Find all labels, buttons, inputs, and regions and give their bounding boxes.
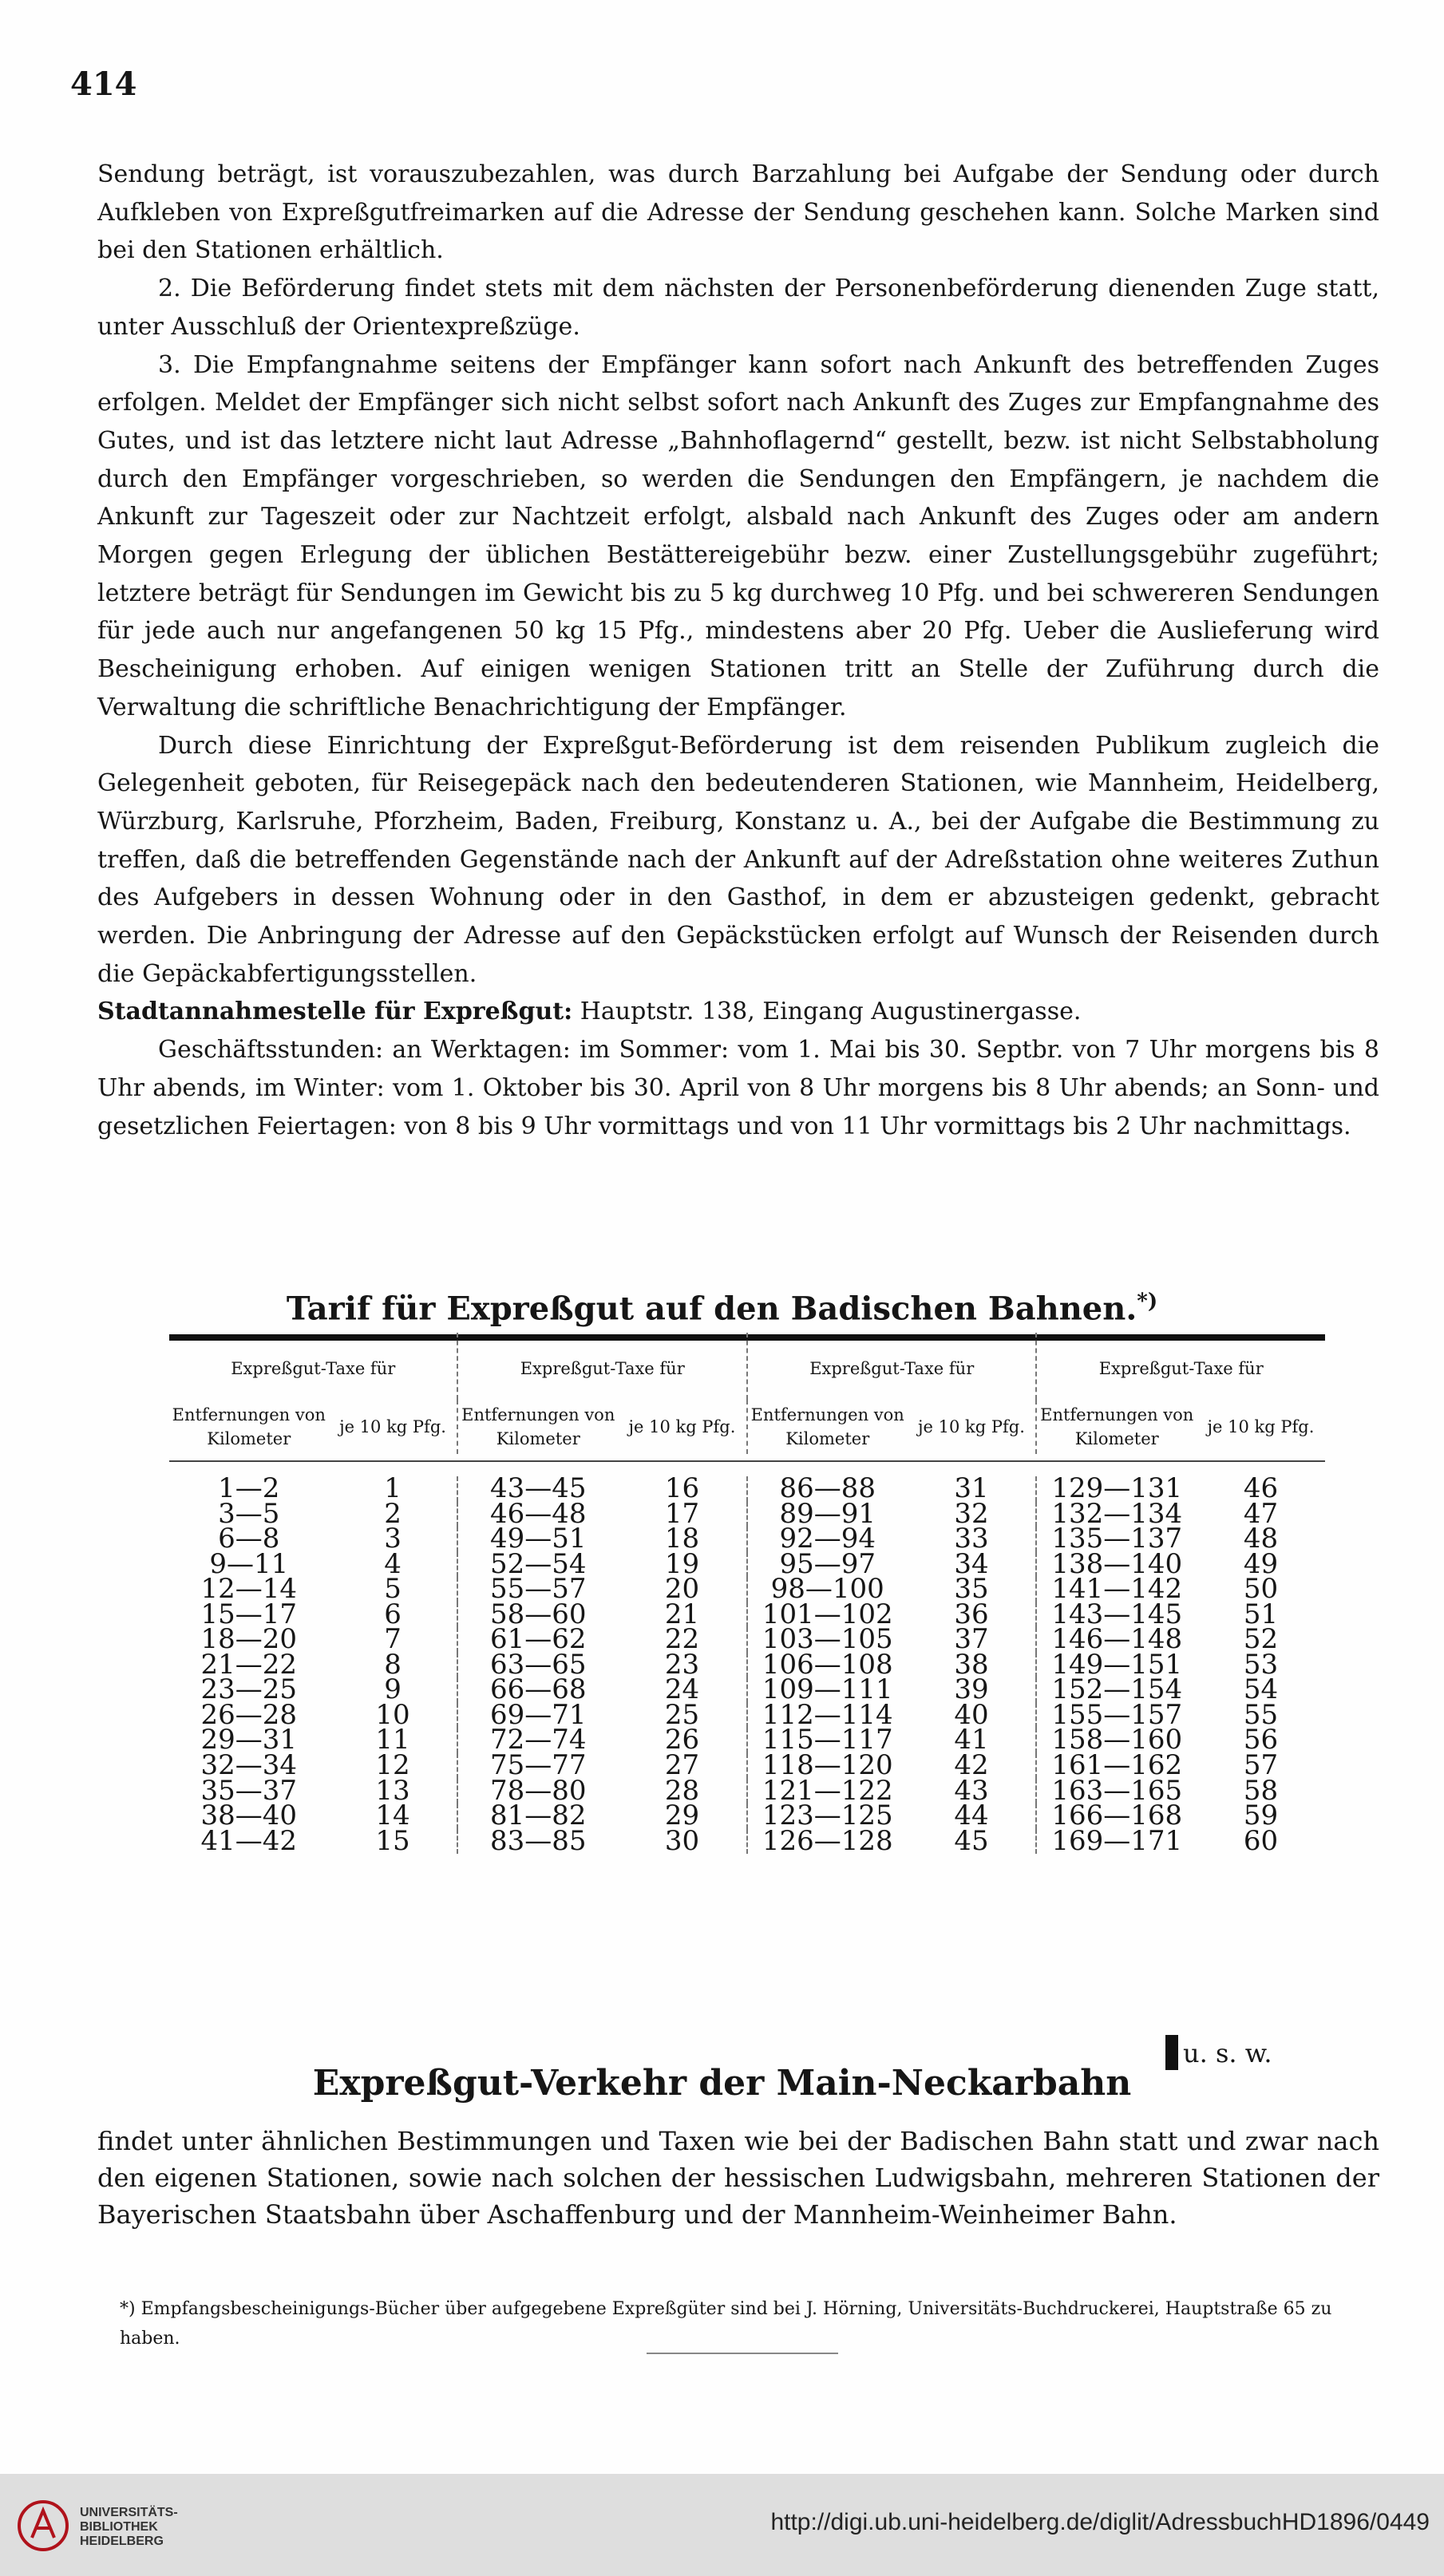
distance-cell: 143—145 — [1036, 1602, 1197, 1628]
distance-cell: 63—65 — [457, 1653, 618, 1678]
price-cell: 31 — [954, 1472, 989, 1504]
distance-cell: 166—168 — [1036, 1804, 1197, 1829]
price-cell: 58 — [1243, 1774, 1279, 1807]
distance-cell: 86—88 — [747, 1476, 908, 1502]
price-cell: 26 — [664, 1724, 700, 1756]
paragraph-einrichtung: Durch diese Einrichtung der Expreßgut-Beförderung ist dem reisenden Publikum zugleich die Gelegenheit geboten, für Reisegepäck nach den bedeutenderen Stationen, wie Mannheim, Heidelberg, Würzburg, Karlsruhe, Pforzheim, Baden, Freiburg, Konstanz u. A., bei der Aufgabe die Bestimmung zu treffen, daß die betreffenden Gegenstände nach der Ankunft auf der Adreßstation ohne weiteres Zuthun des Aufgebers in dessen Wohnung oder in den Gasthof, in dem er abzusteigen gedenkt, gebracht werden. Die Anbringung der Adresse auf den Gepäckstücken erfolgt auf Wunsch der Reisenden durch die Gepäckabfertigungsstellen. — [97, 731, 1379, 988]
price-cell: 16 — [664, 1472, 700, 1504]
price-cell: 19 — [664, 1547, 700, 1580]
distance-cell: 118—120 — [747, 1753, 908, 1779]
main-neckar-text: findet unter ähnlichen Bestimmungen und Taxen wie bei der Badischen Bahn statt und zwar nach den eigenen Stationen, sowie nach solchen der hessischen Ludwigsbahn, mehreren Stationen der Bayerischen Staatsbahn über Aschaffenburg und der Mannheim-Weinheimer Bahn. — [97, 2126, 1379, 2230]
paragraph-empfangnahme: 3. Die Empfangnahme seitens der Empfänger kann sofort nach Ankunft des betreffenden Zuges erfolgen. Meldet der Empfänger sich nicht selbst sofort nach Ankunft des Zuges zur Empfangnahme des Gutes, und ist das letztere nicht laut Adresse „Bahnhoflagernd“ gestellt, bezw. ist nicht Selbstabholung durch den Empfänger vorgeschrieben, so werden die Sendungen den Empfängern, je nachdem die Ankunft zur Tageszeit oder zur Nachtzeit erfolgt, alsbald nach Ankunft des Zuges oder am andern Morgen gegen Erlegung der üblichen Bestättereigebühr bezw. einer Zustellungsgebühr zugeführt; letztere beträgt für Sendungen im Gewicht bis zu 5 kg durchweg 10 Pfg. und bei schwereren Sendungen für jede auch nur angefangenen 50 kg 15 Pfg., mindestens aber 20 Pfg. Ueber die Auslieferung wird Bescheinigung erhoben. Auf einigen wenigen Stationen tritt an Stelle der Zuführung durch die Verwaltung die schriftliche Benachrichtigung der Empfänger. — [97, 350, 1379, 721]
tarif-title-footnote-mark: *) — [1137, 1290, 1158, 1314]
distance-cell: 43—45 — [457, 1476, 618, 1502]
paragraph-befoerderung: 2. Die Beförderung findet stets mit dem nächsten der Personenbeförderung dienenden Zuge statt, unter Ausschluß der Orientexpreßzüge. — [97, 275, 1379, 341]
distance-cell: 109—111 — [747, 1677, 908, 1703]
distance-cell: 35—37 — [200, 1774, 298, 1807]
library-name: UNIVERSITÄTS- BIBLIOTHEK HEIDELBERG — [80, 2506, 178, 2548]
price-cell: 15 — [375, 1824, 410, 1857]
col-header-price: je 10 kg Pfg. — [339, 1417, 446, 1436]
price-cell: 24 — [664, 1673, 700, 1706]
price-cell: 34 — [954, 1547, 989, 1580]
price-cell: 40 — [954, 1698, 989, 1731]
main-neckar-title: Expreßgut-Verkehr der Main-Neckarbahn — [312, 2063, 1132, 2104]
price-cell: 52 — [1243, 1623, 1279, 1656]
distance-cell: 158—160 — [1036, 1728, 1197, 1753]
distance-cell: 126—128 — [747, 1829, 908, 1855]
library-footer-bar — [0, 2474, 1444, 2576]
distance-cell: 146—148 — [1036, 1627, 1197, 1653]
distance-cell: 129—131 — [1036, 1476, 1197, 1502]
price-cell: 12 — [375, 1749, 410, 1782]
table-group-header-row — [169, 1333, 1325, 1400]
price-cell: 43 — [954, 1774, 989, 1807]
price-cell: 49 — [1243, 1547, 1279, 1580]
price-cell: 14 — [375, 1800, 410, 1832]
col-header-km: Entfernungen von Kilometer — [747, 1400, 908, 1454]
distance-cell: 152—154 — [1036, 1677, 1197, 1703]
footnote: *) Empfangsbescheinigungs-Bücher über aufgegebene Expreßgüter sind bei J. Hörning, Universitäts-Buchdruckerei, Hauptstraße 65 zu haben. — [120, 2299, 1332, 2349]
price-cell: 47 — [1243, 1497, 1279, 1530]
col-header-km: Entfernungen von Kilometer — [1036, 1400, 1197, 1454]
distance-cell: 161—162 — [1036, 1753, 1197, 1779]
price-cell: 57 — [1243, 1749, 1279, 1782]
distance-cell: 1—2 — [218, 1472, 280, 1504]
distance-cell: 135—137 — [1036, 1527, 1197, 1552]
price-cell: 33 — [954, 1523, 989, 1555]
distance-cell: 49—51 — [457, 1527, 618, 1552]
price-cell: 30 — [664, 1824, 700, 1857]
table-row — [169, 1829, 1325, 1855]
price-cell: 60 — [1243, 1824, 1279, 1857]
price-cell: 29 — [664, 1800, 700, 1832]
distance-cell: 121—122 — [747, 1779, 908, 1804]
distance-cell: 112—114 — [747, 1703, 908, 1729]
distance-cell: 78—80 — [457, 1779, 618, 1804]
price-cell: 10 — [375, 1698, 410, 1731]
distance-cell: 58—60 — [457, 1602, 618, 1628]
price-cell: 4 — [384, 1547, 402, 1580]
footnote-rule — [647, 2353, 838, 2354]
price-cell: 6 — [384, 1598, 402, 1630]
distance-cell: 9—11 — [209, 1547, 289, 1580]
price-cell: 23 — [664, 1648, 700, 1681]
price-cell: 2 — [384, 1497, 402, 1530]
price-cell: 32 — [954, 1497, 989, 1530]
price-cell: 42 — [954, 1749, 989, 1782]
distance-cell: 103—105 — [747, 1627, 908, 1653]
price-cell: 11 — [375, 1724, 410, 1756]
price-cell: 54 — [1243, 1673, 1279, 1706]
distance-cell: 3—5 — [218, 1497, 280, 1530]
page-number: 414 — [70, 65, 137, 103]
price-cell: 35 — [954, 1573, 989, 1606]
distance-cell: 15—17 — [200, 1598, 298, 1630]
col-header-price: je 10 kg Pfg. — [628, 1417, 736, 1436]
price-cell: 5 — [384, 1573, 402, 1606]
distance-cell: 46—48 — [457, 1502, 618, 1527]
distance-cell: 89—91 — [747, 1502, 908, 1527]
price-cell: 55 — [1243, 1698, 1279, 1731]
distance-cell: 29—31 — [200, 1724, 298, 1756]
stadtannahme-line — [97, 993, 1379, 1031]
price-cell: 17 — [664, 1497, 700, 1530]
group-header: Expreßgut-Taxe für — [747, 1333, 1036, 1400]
price-cell: 46 — [1243, 1472, 1279, 1504]
distance-cell: 138—140 — [1036, 1552, 1197, 1578]
distance-cell: 32—34 — [200, 1749, 298, 1782]
table-column-header-row — [169, 1400, 1325, 1454]
source-url-link[interactable]: http://digi.ub.uni-heidelberg.de/diglit/AdressbuchHD1896/0449 — [770, 2509, 1430, 2535]
stadtannahme-heading: Stadtannahmestelle für Expreßgut: — [97, 998, 573, 1026]
distance-cell: 52—54 — [457, 1552, 618, 1578]
distance-cell: 106—108 — [747, 1653, 908, 1678]
continuation-note: u. s. w. — [1165, 2035, 1272, 2070]
price-cell: 38 — [954, 1648, 989, 1681]
distance-cell: 81—82 — [457, 1804, 618, 1829]
geschaeftsstunden-paragraph: Geschäftsstunden: an Werktagen: im Sommer: vom 1. Mai bis 30. Septbr. von 7 Uhr morgens bis 8 Uhr abends, im Winter: vom 1. Oktober bis 30. April von 8 Uhr morgens bis 8 Uhr abends; an Sonn- und gesetzlichen Feiertagen: von 8 bis 9 Uhr vormittags und von 11 Uhr vormittags bis 2 Uhr nachmittags. — [97, 1036, 1379, 1140]
price-cell: 22 — [664, 1623, 700, 1656]
group-header: Expreßgut-Taxe für — [1036, 1333, 1325, 1400]
distance-cell: 98—100 — [747, 1577, 908, 1602]
tarif-table — [169, 1333, 1325, 1857]
col-header-price: je 10 kg Pfg. — [1207, 1417, 1315, 1436]
price-cell: 9 — [384, 1673, 402, 1706]
tarif-title: Tarif für Expreßgut auf den Badischen Bahnen.*) — [286, 1290, 1158, 1328]
distance-cell: 169—171 — [1036, 1829, 1197, 1855]
distance-cell: 12—14 — [200, 1573, 298, 1606]
price-cell: 36 — [954, 1598, 989, 1630]
price-cell: 27 — [664, 1749, 700, 1782]
distance-cell: 155—157 — [1036, 1703, 1197, 1729]
price-cell: 8 — [384, 1648, 402, 1681]
group-header: Expreßgut-Taxe für — [231, 1359, 396, 1378]
price-cell: 45 — [954, 1824, 989, 1857]
distance-cell: 95—97 — [747, 1552, 908, 1578]
distance-cell: 23—25 — [200, 1673, 298, 1706]
price-cell: 51 — [1243, 1598, 1279, 1630]
col-header-price: je 10 kg Pfg. — [918, 1417, 1025, 1436]
price-cell: 44 — [954, 1800, 989, 1832]
distance-cell: 61—62 — [457, 1627, 618, 1653]
price-cell: 7 — [384, 1623, 402, 1656]
price-cell: 41 — [954, 1724, 989, 1756]
price-cell: 28 — [664, 1774, 700, 1807]
distance-cell: 115—117 — [747, 1728, 908, 1753]
distance-cell: 21—22 — [200, 1648, 298, 1681]
distance-cell: 72—74 — [457, 1728, 618, 1753]
price-cell: 37 — [954, 1623, 989, 1656]
col-header-km: Entfernungen von Kilometer — [457, 1400, 618, 1454]
tarif-table-body — [169, 1472, 1325, 1857]
distance-cell: 101—102 — [747, 1602, 908, 1628]
distance-cell: 69—71 — [457, 1703, 618, 1729]
distance-cell: 38—40 — [200, 1800, 298, 1832]
distance-cell: 55—57 — [457, 1577, 618, 1602]
distance-cell: 83—85 — [457, 1829, 618, 1855]
price-cell: 53 — [1243, 1648, 1279, 1681]
price-cell: 13 — [375, 1774, 410, 1807]
distance-cell: 132—134 — [1036, 1502, 1197, 1527]
distance-cell: 123—125 — [747, 1804, 908, 1829]
distance-cell: 41—42 — [200, 1824, 298, 1857]
distance-cell: 149—151 — [1036, 1653, 1197, 1678]
price-cell: 21 — [664, 1598, 700, 1630]
distance-cell: 92—94 — [747, 1527, 908, 1552]
group-header: Expreßgut-Taxe für — [457, 1333, 746, 1400]
distance-cell: 141—142 — [1036, 1577, 1197, 1602]
intro-text — [97, 156, 1379, 1145]
price-cell: 48 — [1243, 1523, 1279, 1555]
price-cell: 25 — [664, 1698, 700, 1731]
distance-cell: 163—165 — [1036, 1779, 1197, 1804]
price-cell: 39 — [954, 1673, 989, 1706]
distance-cell: 6—8 — [218, 1523, 280, 1555]
price-cell: 59 — [1243, 1800, 1279, 1832]
price-cell: 1 — [384, 1472, 402, 1504]
paragraph-payment: Sendung beträgt, ist vorauszubezahlen, was durch Barzahlung bei Aufgabe der Sendung oder durch Aufkleben von Expreßgutfreimarken auf die Adresse der Sendung geschehen kann. Solche Marken sind bei den Stationen erhältlich. — [97, 160, 1379, 265]
stadtannahme-address: Hauptstr. 138, Eingang Augustinergasse. — [580, 998, 1082, 1026]
price-cell: 50 — [1243, 1573, 1279, 1606]
price-cell: 56 — [1243, 1724, 1279, 1756]
distance-cell: 26—28 — [200, 1698, 298, 1731]
price-cell: 3 — [384, 1523, 402, 1555]
distance-cell: 18—20 — [200, 1623, 298, 1656]
price-cell: 18 — [664, 1523, 700, 1555]
distance-cell: 66—68 — [457, 1677, 618, 1703]
price-cell: 20 — [664, 1573, 700, 1606]
university-seal-icon — [18, 2498, 69, 2554]
distance-cell: 75—77 — [457, 1753, 618, 1779]
col-header-km: Entfernungen von Kilometer — [172, 1405, 326, 1448]
